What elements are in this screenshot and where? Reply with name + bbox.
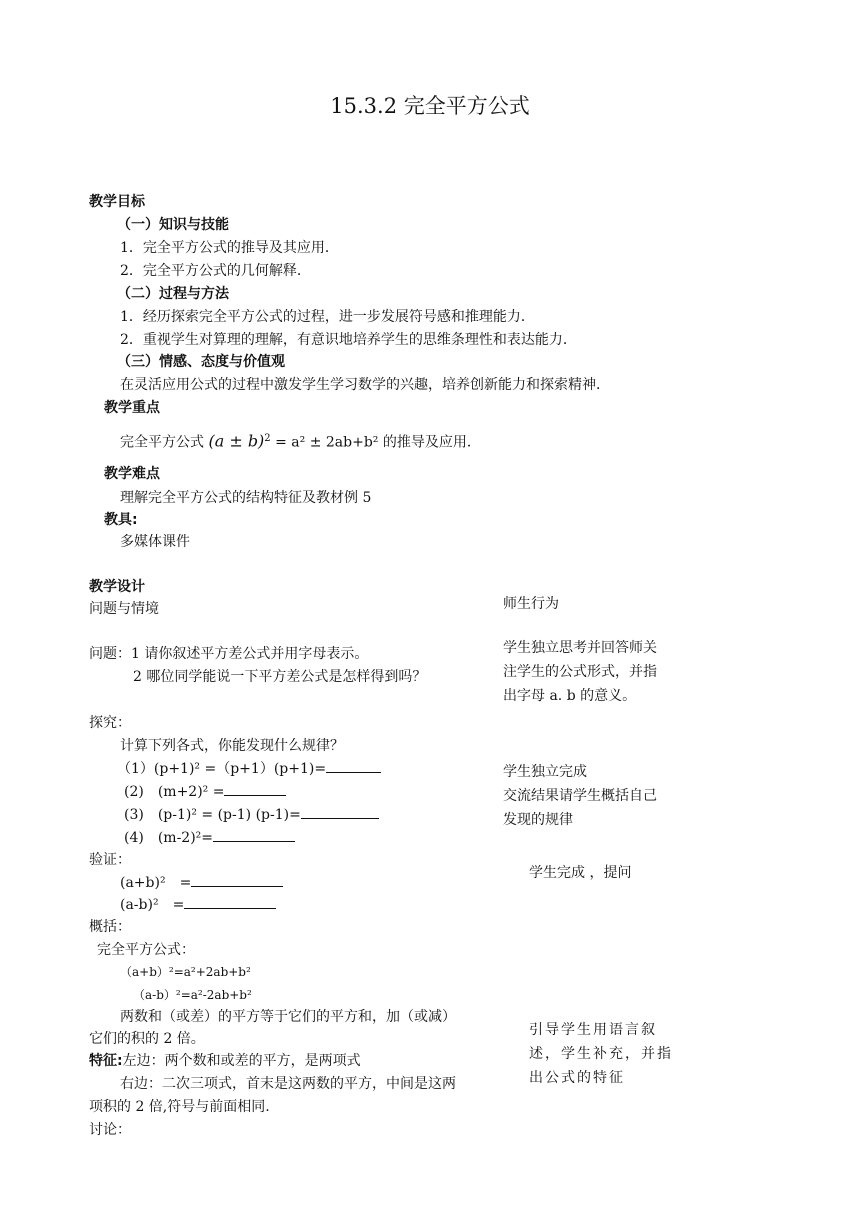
- question-1: 问题：1 请你叙述平方差公式并用字母表示。: [89, 646, 369, 662]
- explore-prompt: 计算下列各式，你能发现什么规律？: [120, 738, 344, 754]
- verify-2: [120, 896, 276, 914]
- exercise-1: [117, 760, 381, 778]
- key-point-heading: 教学重点: [104, 400, 160, 416]
- behavior-1-line-2: 注学生的公式形式，并指: [503, 664, 657, 680]
- behavior-1-line-3: 出字母 a. b 的意义。: [503, 688, 637, 704]
- key-point-suffix: 的推导及应用．: [382, 434, 481, 451]
- tools-heading: 教具:: [104, 512, 138, 528]
- behavior-3: 学生完成 ，提问: [529, 865, 632, 881]
- knowledge-heading: （一）知识与技能: [117, 217, 229, 233]
- difficulty-heading: 教学难点: [104, 466, 160, 482]
- difficulty-text: 理解完全平方公式的结构特征及教材例 5: [120, 490, 372, 506]
- summary-label: 概括：: [89, 919, 131, 935]
- feature-right-2: 项积的 2 倍,符号与前面相同.: [89, 1099, 270, 1115]
- answer-blank: [301, 806, 379, 819]
- behavior-block-2: [503, 760, 683, 832]
- exercise-2-text: (2) (m+2)² =: [124, 784, 225, 800]
- behavior-4-line-3: 出公式的特征: [529, 1070, 625, 1086]
- design-heading: 教学设计: [89, 579, 145, 595]
- behavior-block-1: [503, 636, 683, 708]
- exercise-4-text: (4) (m-2)²=: [124, 830, 214, 846]
- objectives-heading: 教学目标: [89, 194, 145, 210]
- formula-2: （a-b）²=a²-2ab+b²: [133, 988, 252, 1002]
- verify-1-text: (a+b)² =: [120, 875, 192, 891]
- exercise-3-text: (3) (p-1)² = (p-1) (p-1)=: [124, 807, 301, 823]
- emotion-heading: （三）情感、态度与价值观: [117, 354, 285, 370]
- explore-label: 探究：: [89, 715, 131, 731]
- tools-text: 多媒体课件: [120, 534, 190, 550]
- behavior-4-line-1: 引导学生用语言叙: [529, 1022, 657, 1038]
- behavior-1-line-1: 学生独立思考并回答师关: [503, 640, 657, 656]
- feature-label: 特征:: [89, 1053, 123, 1069]
- exercise-1-text: （1）(p+1)² =（p+1）(p+1)=: [117, 761, 327, 777]
- answer-blank: [213, 829, 295, 842]
- process-item-2: 2．重视学生对算理的理解，有意识地培养学生的思维条理性和表达能力．: [120, 332, 577, 348]
- behavior-2-line-2: 交流结果请学生概括自己: [503, 788, 657, 804]
- knowledge-item-2: 2．完全平方公式的几何解释．: [120, 263, 311, 279]
- answer-blank: [191, 874, 283, 887]
- discuss-label: 讨论：: [89, 1122, 131, 1138]
- col2-heading: 师生行为: [503, 596, 559, 612]
- verbal-line-1: 两数和（或差）的平方等于它们的平方和，加（或减）: [120, 1009, 456, 1025]
- key-point-prefix: 完全平方公式: [120, 434, 204, 451]
- behavior-2-line-1: 学生独立完成: [503, 764, 587, 780]
- question-2: 2 哪位同学能说一下平方差公式是怎样得到吗？: [133, 669, 427, 685]
- col1-heading: 问题与情境: [89, 601, 159, 617]
- key-point-exponent: 2: [264, 433, 271, 444]
- process-item-1: 1．经历探索完全平方公式的过程，进一步发展符号感和推理能力．: [120, 309, 535, 325]
- verify-2-text: (a-b)² =: [120, 897, 185, 913]
- verbal-line-2: 它们的积的 2 倍。: [89, 1031, 205, 1047]
- answer-blank: [326, 760, 381, 773]
- verify-1: [120, 874, 283, 892]
- exercise-2: [124, 783, 286, 801]
- behavior-2-line-3: 发现的规律: [503, 812, 573, 828]
- key-point-text: [120, 430, 481, 452]
- process-heading: （二）过程与方法: [117, 286, 229, 302]
- verify-label: 验证：: [89, 852, 131, 868]
- feature-right-1: 右边：二次三项式，首末是这两数的平方，中间是这两: [120, 1076, 456, 1092]
- feature-left: 左边：两个数和或差的平方，是两项式: [122, 1053, 361, 1069]
- feature-line: [89, 1052, 361, 1070]
- exercise-3: [124, 806, 379, 824]
- formula-label: 完全平方公式：: [97, 942, 195, 958]
- exercise-4: [124, 829, 295, 847]
- key-point-formula-lhs: (a ± b): [208, 431, 265, 451]
- emotion-item-1: 在灵活应用公式的过程中激发学生学习数学的兴趣，培养创新能力和探索精神．: [120, 377, 610, 393]
- formula-1: （a+b）²=a²+2ab+b²: [120, 965, 251, 979]
- page-title: 15.3.2 完全平方公式: [330, 94, 530, 118]
- key-point-formula-rhs: = a² ± 2ab+b²: [275, 434, 379, 451]
- behavior-4-line-2: 述，学生补充，并指: [529, 1046, 673, 1062]
- answer-blank: [224, 783, 286, 796]
- behavior-block-4: [529, 1018, 689, 1090]
- answer-blank: [184, 896, 276, 909]
- knowledge-item-1: 1．完全平方公式的推导及其应用．: [120, 240, 339, 256]
